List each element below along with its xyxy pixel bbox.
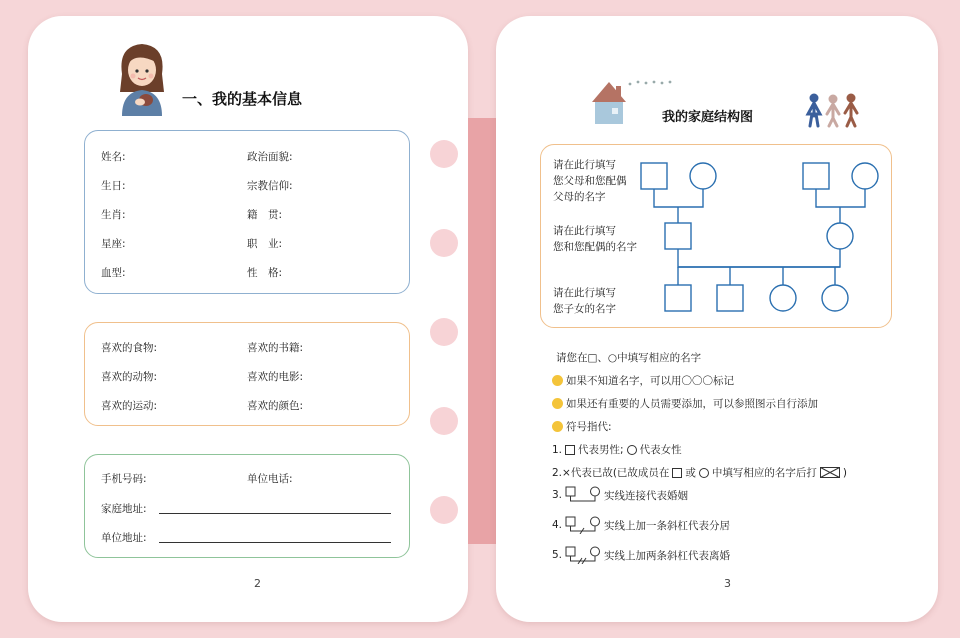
basic-info-card: [84, 130, 410, 294]
binder-spine: [468, 118, 496, 544]
row1-label-line1: 请在此行填写: [553, 159, 616, 171]
circle-icon: [627, 445, 637, 455]
row3-label-line2: 您子女的名字: [553, 303, 616, 315]
instruction-number: 1.: [552, 443, 563, 456]
work-address-line[interactable]: [159, 542, 391, 543]
page-number: 3: [724, 577, 731, 590]
instruction-text: 实线上加一条斜杠代表分居: [604, 519, 731, 532]
marriage-symbol-icon: [565, 486, 601, 504]
contact-card: [84, 454, 410, 558]
instruction-line: [552, 442, 682, 457]
smile-icon: [552, 375, 563, 386]
square-icon: [672, 468, 682, 478]
instruction-text: 代表男性;: [578, 444, 624, 456]
home-address-line[interactable]: [159, 513, 391, 514]
animals-label: 喜欢的动物:: [101, 371, 158, 383]
family-tree-title: 我的家庭结构图: [662, 110, 754, 125]
home-address-label: 家庭地址:: [101, 503, 147, 515]
spouse-circle: [827, 223, 853, 249]
instruction-line: [552, 396, 818, 411]
binder-hole: [430, 229, 458, 257]
mother-in-law-circle: [852, 163, 878, 189]
instruction-text: 如果不知道名字，可以用〇〇〇标记: [566, 375, 734, 387]
instruction-number: 4.: [552, 519, 563, 531]
work-phone-label: 单位电话:: [247, 473, 293, 485]
instruction-line: [552, 486, 688, 504]
page-title: 一、我的基本信息: [182, 90, 303, 108]
row2-label-line1: 请在此行填写: [553, 225, 616, 237]
binder-hole: [430, 318, 458, 346]
food-label: 喜欢的食物:: [101, 342, 158, 354]
instruction-text: 代表女性: [639, 444, 682, 456]
colors-label: 喜欢的颜色:: [247, 400, 304, 412]
zodiac-label: 生肖:: [101, 209, 126, 221]
instruction-line: [552, 546, 730, 564]
family-tree-diagram: [541, 145, 893, 329]
circle-icon: [699, 468, 709, 478]
instruction-line: [552, 465, 847, 480]
instruction-text: ): [842, 466, 848, 479]
job-label: 职 业:: [247, 238, 283, 250]
father-box: [641, 163, 667, 189]
origin-label: 籍 贯:: [247, 209, 283, 221]
instruction-number: 5.: [552, 549, 563, 561]
smile-icon: [552, 398, 563, 409]
smile-icon: [552, 421, 563, 432]
constellation-label: 星座:: [101, 238, 126, 250]
daughter-circle-1: [770, 285, 796, 311]
instruction-number: 3.: [552, 489, 563, 501]
religion-label: 宗教信仰:: [247, 180, 293, 192]
instruction-text: 实线上加两条斜杠代表离婚: [604, 549, 731, 562]
instruction-line: [552, 419, 612, 434]
row2-label-line2: 您和您配偶的名字: [553, 241, 637, 253]
birthday-label: 生日:: [101, 180, 126, 192]
political-label: 政治面貌:: [247, 151, 293, 163]
father-in-law-box: [803, 163, 829, 189]
square-icon: [565, 445, 575, 455]
instruction-line: [556, 350, 701, 365]
instruction-text: 符号指代:: [566, 421, 612, 433]
favorites-card: [84, 322, 410, 426]
mobile-label: 手机号码:: [101, 473, 147, 485]
instruction-line: [552, 516, 730, 534]
page-number: 2: [254, 577, 261, 590]
crossed-box-icon: [820, 467, 840, 478]
books-label: 喜欢的书籍:: [247, 342, 304, 354]
son-box-2: [717, 285, 743, 311]
row1-label-line3: 父母的名字: [553, 191, 606, 203]
instruction-line: [552, 373, 734, 388]
row1-label-line2: 您父母和您配偶: [553, 175, 627, 187]
self-box: [665, 223, 691, 249]
divorce-symbol-icon: [565, 546, 601, 564]
girl-avatar-illustration: [114, 40, 170, 116]
work-address-label: 单位地址:: [101, 532, 147, 544]
family-figures-icon: [804, 92, 862, 128]
name-label: 姓名:: [101, 151, 126, 163]
sports-label: 喜欢的运动:: [101, 400, 158, 412]
instruction-text: 2.×代表已故(已故成员在: [552, 467, 670, 479]
son-box-1: [665, 285, 691, 311]
instruction-text: 或: [685, 467, 696, 479]
personality-label: 性 格:: [247, 267, 283, 279]
binder-hole: [430, 140, 458, 168]
row3-label-line1: 请在此行填写: [553, 287, 616, 299]
right-page: [496, 16, 938, 622]
instruction-text: 中填写相应的名字后打: [711, 467, 817, 479]
instruction-text: 实线连接代表婚姻: [604, 489, 689, 502]
daughter-circle-2: [822, 285, 848, 311]
movies-label: 喜欢的电影:: [247, 371, 304, 383]
binder-hole: [430, 496, 458, 524]
blood-label: 血型:: [101, 267, 126, 279]
instruction-text: 请您在□、○中填写相应的名字: [556, 352, 702, 364]
separation-symbol-icon: [565, 516, 601, 534]
family-tree-card: [540, 144, 892, 328]
left-page: [28, 16, 468, 622]
mother-circle: [690, 163, 716, 189]
instruction-text: 如果还有重要的人员需要添加，可以参照图示自行添加: [566, 398, 818, 410]
binder-hole: [430, 407, 458, 435]
